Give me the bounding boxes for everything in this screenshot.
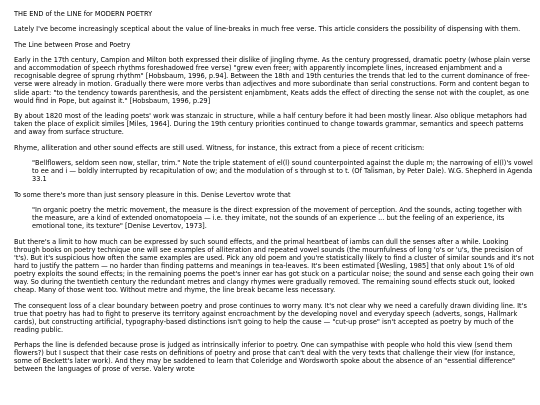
article: [14, 10, 534, 381]
paragraph-prose-inferior: Perhaps the line is defended because prose is judged as intrinsically inferior to poetry. One can sympathise with people who hold this view (send them flowers?) but I suspect that their case rests on definitions of poetry and prose that can't deal with the very texts that challenge their view (for instance, some of Beckett's later work). And they may be saddened to learn that Coleridge and Wordsworth spoke about the absence of an "essential difference" between the languages of prose of verse. Valery wrote: [14, 341, 516, 374]
paragraph-history: Early in the 17th century, Campion and Milton both expressed their dislike of jingling rhyme. As the century progressed, dramatic poetry (whose plain verse and accommodation of speech rhythms foreshadowed free verse) "grew even freer; with apparently incomplete lines, increased enjambment and a recognisable degree of sprung rhythm" [Hobsbaum, 1996, p.94]. Between the 18th and 19th centuries the trends that led to the current dominance of free-verse were already in motion. Gradually there were more verbs than adjectives and more subordinate than serial constructions. Form and content began to slide apart: "to the tendency towards parenthesis, and the persistent enjambment, Keats adds the effect of directing the sense not with the couplet, as one would find in Pope, but against it." [Hobsbaum, 1996, p.29]: [14, 56, 531, 105]
paragraph-sound-effects: But there's a limit to how much can be expressed by such sound effects, and the primal heartbeat of iambs can dull the senses after a while. Looking through books on poetry technique one will see examples of alliteration and repeated vowel sounds (the mournfulness of long 'o's or 'u's, the precision of 't's). But it's suspicious how often the same examples are used. Pick any old poem and you're statistically likely to find a cluster of similar sounds and it's not hard to justify the pattern — no harder than finding patterns and meanings in tea-leaves. It's been estimated [Wesling, 1985] that only about 1% of old poetry exploits the sound effects; in the remaining poems the poet's inner ear has got stuck on a particular noise; the sound and sense each going their own way. So during the twentieth century the redundant metres and clangy rhymes were gradually removed. The remaining sound effects stuck out, looked cheap. Many of those went too. Without metre and rhyme, the line break became less necessary.: [14, 237, 534, 295]
paragraph-rhyme: Rhyme, alliteration and other sound effects are still used. Witness, for instance, this extract from a piece of recent criticism:: [14, 143, 425, 152]
intro-paragraph: Lately I've become increasingly sceptical about the value of line-breaks in much free verse. This article considers the possibility of dispensing with them.: [14, 25, 521, 34]
paragraph-levertov-intro: To some there's more than just sensory pleasure in this. Denise Levertov wrote that: [14, 190, 291, 199]
quote-shepherd: "Bellflowers, seldom seen now, stellar, trim." Note the triple statement of el(l) sound counterpointed against the duple m; the narrowing of el(l)'s vowel to ee and i — boldly interrupted by recapitulation of ow; and the modulation of s through st to t. (Of Talisman, by Peter Dale). W.G. Shepherd in Agenda 33.1: [32, 159, 533, 184]
quote-levertov: "In organic poetry the metric movement, the measure is the direct expression of the movement of perception. And the sounds, acting together with the measure, are a kind of extended onomatopoeia — i.e. they imitate, not the sounds of an experience ... but the feeling of an experience, its emotional tone, its texture" [Denise Levertov, 1973].: [32, 205, 522, 231]
article-title: THE END of the LINE for MODERN POETRY: [14, 10, 153, 18]
section-heading: The Line between Prose and Poetry: [14, 40, 131, 49]
paragraph-boundary: The consequent loss of a clear boundary between poetry and prose continues to worry many. It's not clear why we need a carefully drawn dividing line. It's true that poetry has had to fight to preserve its territory against encroachment by the developing novel and everyday speech (adverts, songs, Hallmark cards), but constructing artificial, typography-based distinctions isn't going to help the cause — "cut-up prose" isn't accepted as poetry by much of the reading public.: [14, 301, 527, 334]
paragraph-1820: By about 1820 most of the leading poets' work was stanzaic in structure, while a half century before it had been mostly linear. Also oblique metaphors had taken the place of explicit similes [Miles, 1964]. During the 19th century priorities continued to change towards grammar, semantics and speech patterns and away from surface structure.: [14, 112, 527, 137]
